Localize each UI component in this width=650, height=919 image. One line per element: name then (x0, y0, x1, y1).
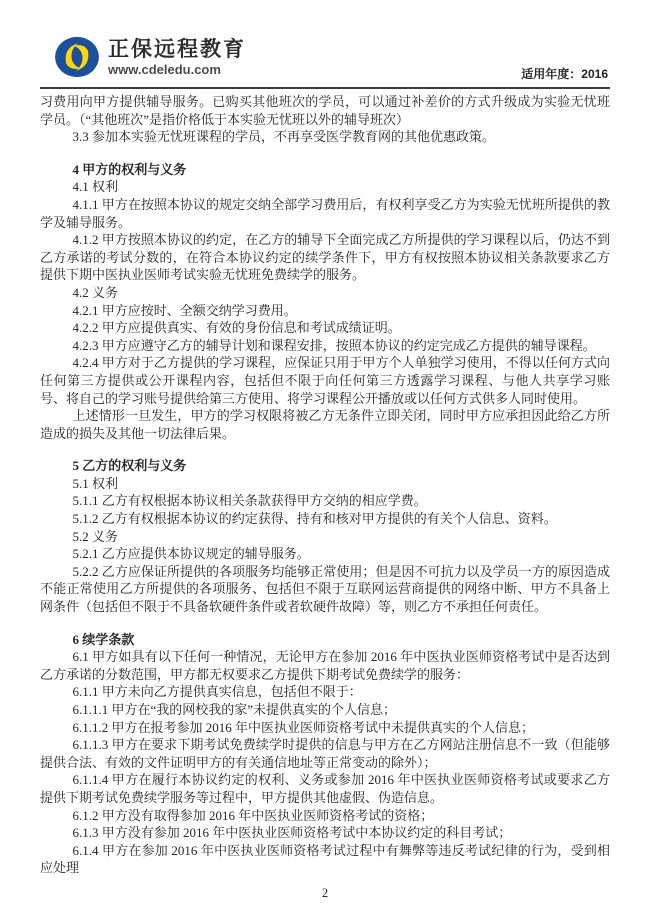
contract-paragraph: 4.2.1 甲方应按时、全额交纳学习费用。 (72, 302, 297, 318)
page-number: 2 (321, 885, 329, 900)
page-footer (40, 884, 610, 902)
swirl-globe-icon (54, 36, 100, 78)
applicable-year-label: 适用年度：2016 (521, 67, 608, 81)
contract-paragraph: 6.1.1.2 甲方在报考参加 2016 年中医执业医师资格考试中未提供真实的个人信息； (72, 719, 535, 735)
section-heading: 6 续学条款 (72, 631, 135, 647)
contract-paragraph: 6.1.1.1 甲方在“我的网校我的家”未提供真实的个人信息； (72, 702, 397, 717)
contract-paragraph: 5.2.2 乙方应保证所提供的各项服务均能够正常使用；但是因不可抗力以及学员一方的原因造成不能正常使用乙方所提供的各项服务、包括但不限于互联网运营商提供的网络中断、甲方不具备上网条件（包括但不限于不具备软硬件条件或者软硬件故障）等，则乙方不承担任何责任。 (40, 563, 610, 615)
contract-paragraph: 5.2.1 乙方应提供本协议规定的辅导服务。 (72, 546, 310, 562)
brand-text-block (108, 38, 246, 77)
brand-url: www.cdeledu.com (108, 61, 221, 77)
brand-name: 正保远程教育 (108, 37, 246, 61)
contract-paragraph: 4.2.4 甲方对于乙方提供的学习课程，应保证只用于甲方个人单独学习使用，不得以任何方式向任何第三方提供或公开课程内容，包括但不限于向任何第三方透露学习课程、与他人共享学习账号、将自己的学习账号提供给第三方使用、将学习课程公开播放或以任何方式供多人同时使用。 (40, 355, 610, 406)
contract-paragraph: 5.2 义务 (72, 528, 119, 544)
contract-paragraph: 6.1.1.4 甲方在履行本协议约定的权利、义务或参加 2016 年中医执业医师资格考试或要求乙方提供下期考试免费续学服务等过程中，甲方提供其他虚假、伪造信息。 (40, 772, 610, 805)
contract-paragraph: 4.1.2 甲方按照本协议的约定，在乙方的辅导下全面完成乙方所提供的学习课程以后，仍达不到乙方承诺的考试分数的，在符合本协议约定的续学条件下，甲方有权按照本协议相关条款要求乙方提供下期中医执业医师考试实验无忧班免费续学的服务。 (40, 232, 610, 283)
contract-paragraph: 4.1 权利 (72, 179, 119, 195)
page-header (40, 0, 610, 89)
contract-paragraph: 6.1.4 甲方在参加 2016 年中医执业医师资格考试过程中有舞弊等违反考试纪律的行为，受到相应处理 (40, 842, 610, 876)
contract-paragraph: 5.1.1 乙方有权根据本协议相关条款获得甲方交纳的相应学费。 (72, 493, 427, 509)
contract-paragraph: 上述情形一旦发生，甲方的学习权限将被乙方无条件立即关闭，同时甲方应承担因此给乙方所造成的损失及其他一切法律后果。 (40, 408, 610, 441)
contract-paragraph: 3.3 参加本实验无忧班课程的学员，不再享受医学教育网的其他优惠政策。 (72, 129, 496, 145)
contract-paragraph: 4.2.3 甲方应遵守乙方的辅导计划和课程安排，按照本协议的约定完成乙方提供的辅导课程。 (72, 337, 596, 353)
contract-paragraph: 习费用向甲方提供辅导服务。已购买其他班次的学员，可以通过补差价的方式升级成为实验无忧班学员。（“其他班次”是指价格低于本实验无忧班以外的辅导班次） (40, 94, 610, 127)
contract-paragraph: 4.2 义务 (72, 284, 119, 300)
contract-paragraph: 6.1.2 甲方没有取得参加 2016 年中医执业医师资格考试的资格； (72, 807, 434, 823)
section-heading: 5 乙方的权利与义务 (72, 458, 187, 474)
contract-body (40, 89, 610, 877)
contract-paragraph: 4.1.1 甲方在按照本协议的规定交纳全部学习费用后，有权利享受乙方为实验无忧班所提供的教学及辅导服务。 (40, 196, 610, 230)
contract-paragraph: 6.1 甲方如具有以下任何一种情况，无论甲方在参加 2016 年中医执业医师资格考试中是否达到乙方承诺的分数范围，甲方都无权要求乙方提供下期考试免费续学的服务： (40, 649, 610, 682)
contract-paragraph: 6.1.1.3 甲方在要求下期考试免费续学时提供的信息与甲方在乙方网站注册信息不一致（但能够提供合法、有效的文件证明甲方的有关通信地址等正常变动的除外）； (40, 737, 610, 770)
contract-paragraph: 6.1.1 甲方未向乙方提供真实信息，包括但不限于： (72, 684, 362, 700)
contract-paragraph: 4.2.2 甲方应提供真实、有效的身份信息和考试成绩证明。 (72, 320, 401, 336)
brand-logo (54, 36, 246, 78)
contract-paragraph: 5.1.2 乙方有权根据本协议的约定获得、持有和核对甲方提供的有关个人信息、资料。 (72, 511, 557, 527)
contract-paragraph: 5.1 权利 (72, 475, 119, 491)
contract-paragraph: 6.1.3 甲方没有参加 2016 年中医执业医师资格考试中本协议约定的科目考试； (72, 825, 512, 841)
section-heading: 4 甲方的权利与义务 (72, 161, 187, 177)
